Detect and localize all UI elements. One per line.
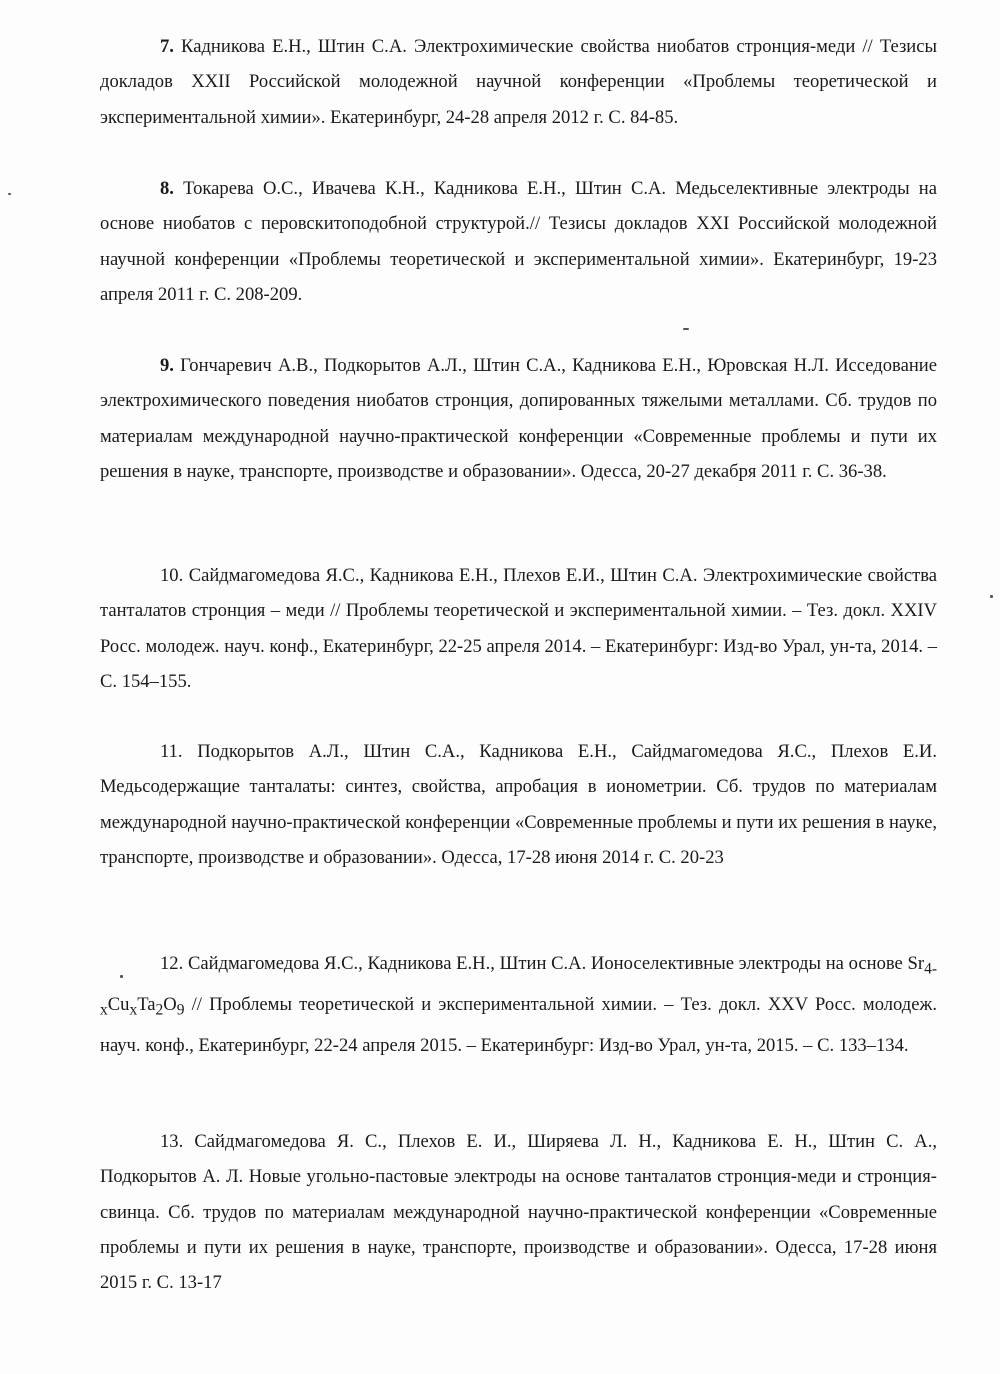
scan-speck: [683, 328, 689, 330]
entry-text: Сайдмагомедова Я. С., Плехов Е. И., Ширяева Л. Н., Кадникова Е. Н., Штин С. А., Подкорытов А. Л. Новые угольно-пастовые электроды на основе танталатов стронция-меди и стронция-свинца. Сб. трудов по материалам международной научно-практической конференции «Современные проблемы и пути их решения в науке, транспорте, производстве и образовании». Одесса, 17-28 июня 2015 г. С. 13-17: [100, 1131, 937, 1294]
entry-text-after-formula: // Проблемы теоретической и экспериментальной химии. – Тез. докл. XXV Росс. молодеж. науч. конф., Екатеринбург, 22-24 апреля 2015. – Екатеринбург: Изд-во Урал, ун-та, 2015. – С. 133–134.: [100, 994, 937, 1057]
entry-number: 8.: [160, 178, 174, 199]
reference-entry-7: [100, 29, 937, 135]
entry-text: Кадникова Е.Н., Штин С.А. Электрохимические свойства ниобатов стронция-меди // Тезисы докладов XXII Российской молодежной научной конференции «Проблемы теоретической и экспериментальной химии». Екатеринбург, 24-28 апреля 2012 г. С. 84-85.: [100, 36, 937, 128]
reference-entry-11: [100, 734, 937, 875]
reference-entry-12: [100, 946, 937, 1063]
entry-number: 9.: [160, 355, 174, 376]
entry-text: Гончаревич А.В., Подкорытов А.Л., Штин С.А., Кадникова Е.Н., Юровская Н.Л. Исседование электрохимического поведения ниобатов стронция, допированных тяжелыми металлами. Сб. трудов по материалам международной научно-практической конференции «Современные проблемы и пути их решения в науке, транспорте, производстве и образовании». Одесса, 20-27 декабря 2011 г. С. 36-38.: [100, 355, 937, 482]
entry-number: 12.: [160, 953, 184, 974]
scan-speck: [990, 595, 993, 598]
entry-number: 7.: [160, 36, 174, 57]
reference-entry-10: [100, 558, 937, 699]
entry-text: Подкорытов А.Л., Штин С.А., Кадникова Е.Н., Сайдмагомедова Я.С., Плехов Е.И. Медьсодержащие танталаты: синтез, свойства, апробация в ионометрии. Сб. трудов по материалам международной научно-практической конференции «Современные проблемы и пути их решения в науке, транспорте, производстве и образовании». Одесса, 17-28 июня 2014 г. С. 20-23: [100, 741, 937, 868]
entry-number: 13.: [160, 1131, 184, 1152]
reference-entry-8: [100, 171, 937, 312]
entry-text: Токарева О.С., Ивачева К.Н., Кадникова Е.Н., Штин С.А. Медьселективные электроды на основе ниобатов с перовскитоподобной структурой.// Тезисы докладов XXI Российской молодежной научной конференции «Проблемы теоретической и экспериментальной химии». Екатеринбург, 19-23 апреля 2011 г. С. 208-209.: [100, 178, 938, 305]
scan-speck: [120, 975, 123, 978]
entry-text-before-formula: Сайдмагомедова Я.С., Кадникова Е.Н., Штин С.А. Ионоселективные электроды на основе: [187, 953, 903, 974]
chemical-formula: $Sr_{4-x}Cu_xTa_2O_9$: [100, 953, 937, 1019]
scan-speck: [8, 193, 11, 195]
reference-entry-9: [100, 348, 937, 489]
entry-number: 10.: [160, 565, 184, 586]
reference-entry-13: [100, 1124, 937, 1300]
entry-text: Сайдмагомедова Я.С., Кадникова Е.Н., Плехов Е.И., Штин С.А. Электрохимические свойства танталатов стронция – меди // Проблемы теоретической и экспериментальной химии. – Тез. докл. XXIV Росс. молодеж. науч. конф., Екатеринбург, 22-25 апреля 2014. – Екатеринбург: Изд-во Урал, ун-та, 2014. – С. 154–155.: [100, 565, 937, 692]
entry-number: 11.: [160, 741, 183, 762]
